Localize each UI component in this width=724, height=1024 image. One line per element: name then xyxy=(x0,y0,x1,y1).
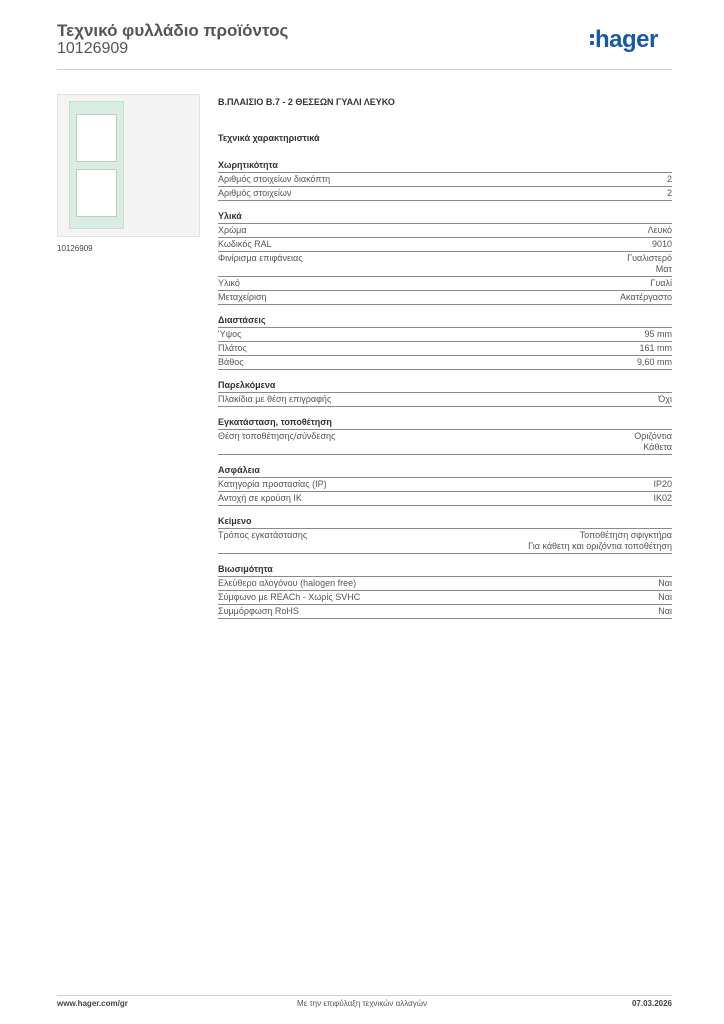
footer-divider xyxy=(57,995,672,996)
product-image xyxy=(57,94,200,237)
spec-value xyxy=(637,357,672,368)
spec-heading: Τεχνικά χαρακτηριστικά xyxy=(218,133,320,143)
spec-value xyxy=(652,239,672,250)
spec-label: Πλακίδια με θέση επιγραφής xyxy=(218,394,332,404)
spec-row xyxy=(218,252,672,277)
spec-section xyxy=(218,465,672,506)
logo-dots-icon xyxy=(590,32,594,48)
spec-value-line: 95 mm xyxy=(644,329,672,339)
spec-row xyxy=(218,224,672,238)
spec-label: Πλάτος xyxy=(218,343,247,353)
spec-row xyxy=(218,173,672,187)
spec-sections xyxy=(218,160,672,619)
section-title: Υλικά xyxy=(218,211,672,224)
spec-row xyxy=(218,393,672,407)
footer-url: www.hager.com/gr xyxy=(57,999,128,1008)
spec-value-line: Ναι xyxy=(658,606,672,616)
logo-text: hager xyxy=(595,26,658,53)
spec-section xyxy=(218,211,672,305)
spec-section xyxy=(218,516,672,554)
section-title: Χωρητικότητα xyxy=(218,160,672,173)
spec-label: Βάθος xyxy=(218,357,244,367)
spec-value xyxy=(667,174,672,185)
spec-section xyxy=(218,564,672,619)
document-title: Τεχνικό φυλλάδιο προϊόντος xyxy=(57,21,289,40)
spec-section xyxy=(218,380,672,407)
spec-row xyxy=(218,291,672,305)
image-caption: 10126909 xyxy=(57,244,93,253)
footer-note: Με την επιφύλαξη τεχνικών αλλαγών xyxy=(297,999,427,1008)
spec-value xyxy=(658,592,672,603)
spec-row xyxy=(218,238,672,252)
spec-value-line: 9010 xyxy=(651,239,672,249)
spec-section xyxy=(218,417,672,455)
spec-label: Αριθμός στοιχείων διακόπτη xyxy=(218,174,331,184)
spec-value-line: Ματ xyxy=(655,264,672,274)
spec-label: Τρόπος εγκατάστασης xyxy=(218,530,308,540)
spec-value xyxy=(639,343,672,354)
section-title: Κείμενο xyxy=(218,516,672,529)
spec-row xyxy=(218,492,672,506)
spec-label: Αντοχή σε κρούση IK xyxy=(218,493,302,503)
spec-label: Υλικό xyxy=(218,278,240,288)
spec-value xyxy=(648,225,672,236)
section-title: Εγκατάσταση, τοποθέτηση xyxy=(218,417,672,430)
spec-value xyxy=(658,578,672,589)
spec-label: Χρώμα xyxy=(218,225,247,235)
spec-row xyxy=(218,430,672,455)
spec-row xyxy=(218,342,672,356)
spec-value xyxy=(620,292,672,303)
spec-value-line: Τοποθέτηση σφιγκτήρα xyxy=(579,530,672,540)
product-name: Β.ΠΛΑΙΣΙΟ Β.7 - 2 ΘΕΣΕΩΝ ΓΥΑΛΙ ΛΕΥΚΟ xyxy=(218,97,395,107)
header-divider xyxy=(57,69,672,70)
spec-value-line: Οριζόντια xyxy=(634,431,672,441)
spec-value-line: IK02 xyxy=(653,493,672,503)
spec-section xyxy=(218,160,672,201)
spec-row xyxy=(218,356,672,370)
spec-value-line: Κάθετα xyxy=(643,442,672,452)
spec-value-line: IP20 xyxy=(653,479,672,489)
section-title: Ασφάλεια xyxy=(218,465,672,478)
hager-logo xyxy=(590,26,658,54)
spec-section xyxy=(218,315,672,370)
frame-plate xyxy=(69,101,124,229)
spec-label: Ελεύθερο αλογόνου (halogen free) xyxy=(218,578,357,588)
spec-row xyxy=(218,529,672,554)
spec-label: Φινίρισμα επιφάνειας xyxy=(218,253,303,263)
spec-value xyxy=(627,253,672,275)
spec-value xyxy=(634,431,672,453)
spec-label: Σύμφωνο με REACh - Χωρίς SVHC xyxy=(218,592,361,602)
spec-row xyxy=(218,328,672,342)
spec-value-line: Ναι xyxy=(658,592,672,602)
spec-value-line: 9,60 mm xyxy=(636,357,672,367)
spec-row xyxy=(218,187,672,201)
spec-value-line: Ακατέργαστο xyxy=(620,292,672,302)
spec-row xyxy=(218,478,672,492)
spec-value-line: Γυαλί xyxy=(650,278,672,288)
spec-value xyxy=(650,278,672,289)
spec-label: Κατηγορία προστασίας (IP) xyxy=(218,479,327,489)
section-title: Βιωσιμότητα xyxy=(218,564,672,577)
spec-label: Συμμόρφωση RoHS xyxy=(218,606,299,616)
spec-row xyxy=(218,277,672,291)
spec-value-line: Ναι xyxy=(658,578,672,588)
spec-row xyxy=(218,605,672,619)
frame-slot-top xyxy=(76,114,117,162)
footer-date: 07.03.2026 xyxy=(631,999,672,1008)
spec-label: Κωδικός RAL xyxy=(218,239,272,249)
spec-value xyxy=(658,606,672,617)
spec-value xyxy=(667,188,672,199)
section-title: Παρελκόμενα xyxy=(218,380,672,393)
spec-label: Μεταχείριση xyxy=(218,292,267,302)
spec-value xyxy=(658,394,672,405)
spec-row xyxy=(218,577,672,591)
spec-value-line: Για κάθετη και οριζόντια τοποθέτηση xyxy=(528,541,672,551)
spec-value-line: Γυαλιστερό xyxy=(627,253,672,263)
spec-content xyxy=(218,96,672,629)
spec-value-line: 2 xyxy=(666,174,672,184)
spec-value xyxy=(653,493,672,504)
spec-value xyxy=(644,329,672,340)
spec-label: Αριθμός στοιχείων xyxy=(218,188,292,198)
spec-value-line: 161 mm xyxy=(639,343,672,353)
product-number: 10126909 xyxy=(57,40,129,57)
spec-value-line: 2 xyxy=(666,188,672,198)
spec-value xyxy=(528,530,672,552)
spec-value-line: Λευκό xyxy=(647,225,672,235)
spec-value xyxy=(653,479,672,490)
frame-slot-bottom xyxy=(76,169,117,217)
spec-label: Θέση τοποθέτησης/σύνδεσης xyxy=(218,431,336,441)
spec-value-line: Όχι xyxy=(658,394,672,404)
section-title: Διαστάσεις xyxy=(218,315,672,328)
spec-label: Ύψος xyxy=(218,329,242,339)
spec-row xyxy=(218,591,672,605)
